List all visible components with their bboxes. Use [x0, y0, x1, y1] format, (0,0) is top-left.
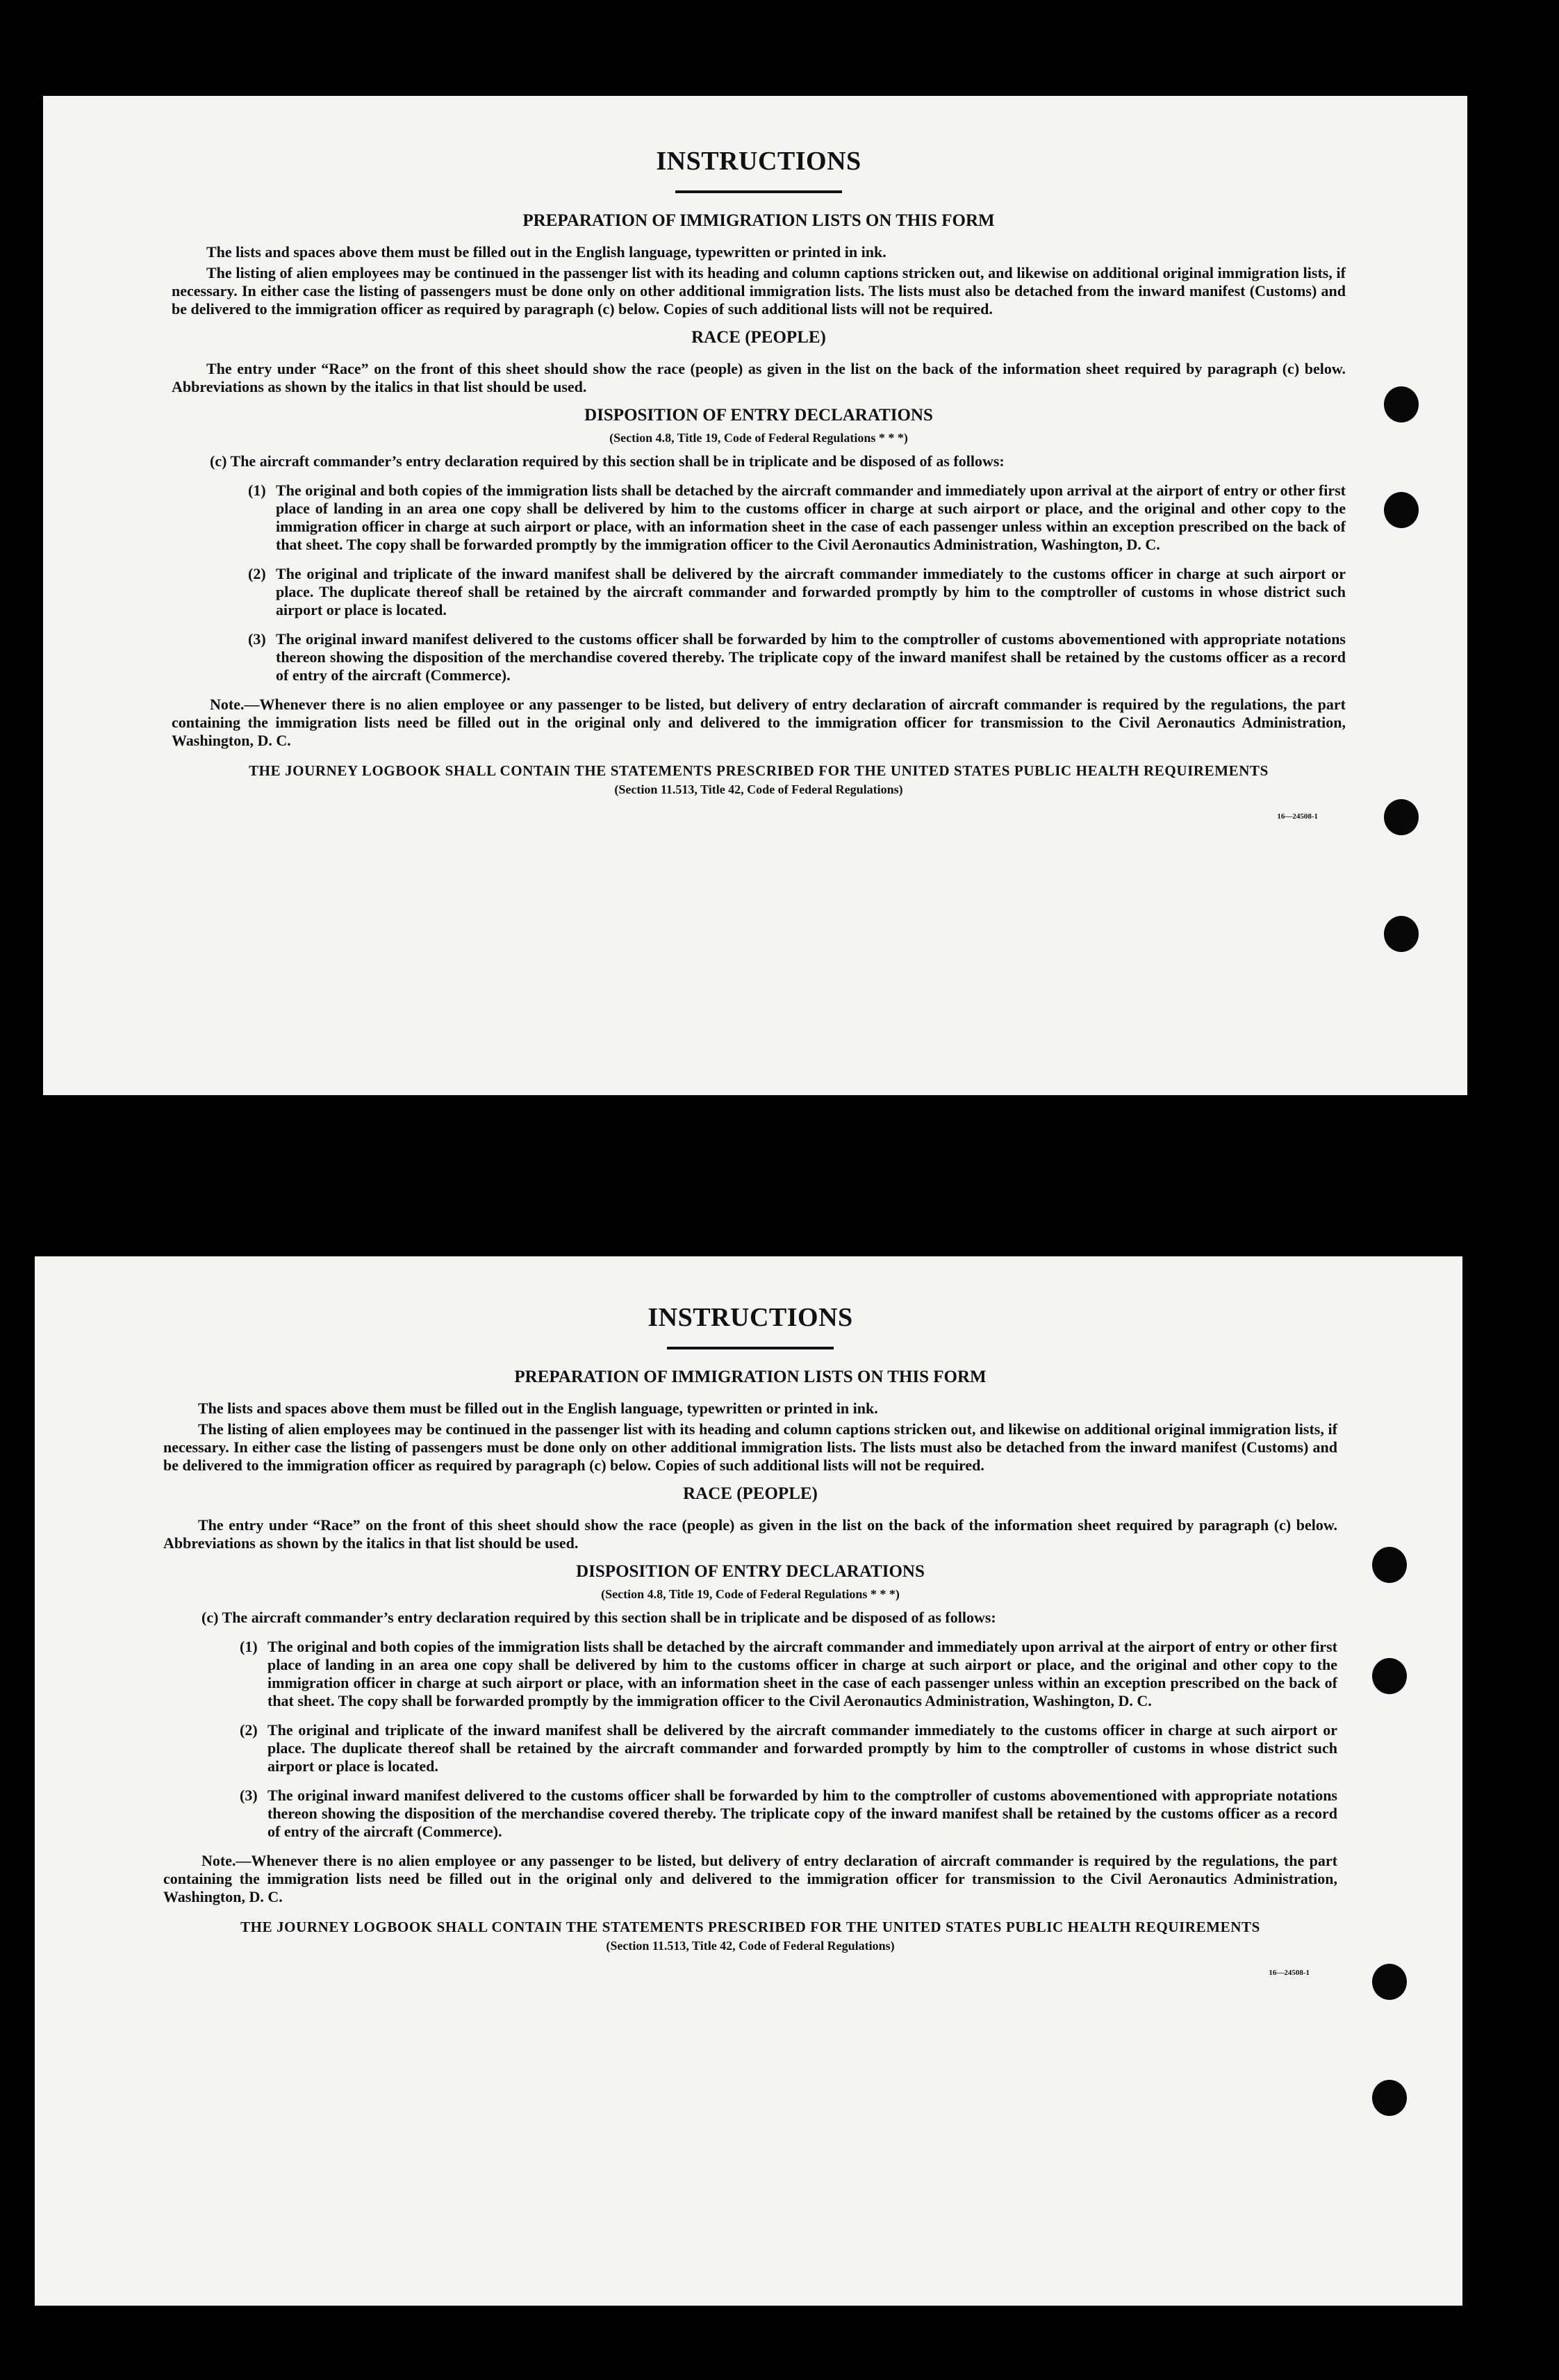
title-underline	[667, 1347, 834, 1349]
list-item	[172, 565, 1346, 619]
punch-hole	[1384, 492, 1419, 528]
title-underline	[675, 190, 842, 193]
list-item	[163, 1721, 1337, 1775]
paragraph-lists-spaces: The lists and spaces above them must be filled out in the English language, typewritten or printed in ink.	[206, 243, 886, 261]
logbook-citation: (Section 11.513, Title 42, Code of Federal Regulations)	[606, 1939, 895, 1953]
instruction-sheet-upper	[43, 96, 1467, 1107]
logbook-requirement: THE JOURNEY LOGBOOK SHALL CONTAIN THE STATEMENTS PRESCRIBED FOR THE UNITED STATES PUBLIC HEALTH REQUIREMENTS	[240, 1919, 1260, 1935]
paragraph-c-lead: (c) The aircraft commander’s entry declaration required by this section shall be in triplicate and be disposed of as follows:	[210, 452, 1005, 470]
list-item	[172, 630, 1346, 684]
section-heading-race: RACE (PEOPLE)	[683, 1484, 818, 1503]
section-heading-race: RACE (PEOPLE)	[691, 328, 826, 347]
logbook-requirement: THE JOURNEY LOGBOOK SHALL CONTAIN THE STATEMENTS PRESCRIBED FOR THE UNITED STATES PUBLIC HEALTH REQUIREMENTS	[249, 762, 1269, 779]
item-text: The original inward manifest delivered to the customs officer shall be forwarded by him to the comptroller of customs abovementioned with appropriate notations thereon showing the disposition of the merchandise covered thereby. The triplicate copy of the inward manifest shall be retained by the customs officer as a record of entry of the aircraft (Commerce).	[267, 1787, 1337, 1840]
list-item	[163, 1787, 1337, 1841]
punch-hole	[1372, 1658, 1407, 1694]
form-number: 16—24508-1	[1269, 1969, 1310, 1977]
item-number: (3)	[240, 1787, 258, 1804]
item-text: The original and triplicate of the inward manifest shall be delivered by the aircraft commander immediately to the customs officer in charge at such airport or place. The duplicate thereof shall be retained by the aircraft commander and forwarded promptly by him to the comptroller of customs in whose district such airport or place is located.	[276, 565, 1346, 618]
item-number: (1)	[248, 482, 266, 499]
sheet-title: INSTRUCTIONS	[647, 1303, 853, 1332]
punch-hole	[1384, 799, 1419, 835]
item-text: The original and both copies of the immigration lists shall be detached by the aircraft commander and immediately upon arrival at the airport of entry or other first place of landing in an area one copy shall be delivered by him to the customs officer in charge at such airport or place, and the original and other copy to the immigration officer in charge at such airport or place, with an information sheet in the case of each passenger unless within an exception prescribed on the back of that sheet. The copy shall be forwarded promptly by the immigration officer to the Civil Aeronautics Administration, Washington, D. C.	[267, 1638, 1337, 1709]
paragraph-lists-spaces: The lists and spaces above them must be filled out in the English language, typewritten or printed in ink.	[198, 1400, 878, 1417]
paragraph-c-lead: (c) The aircraft commander’s entry declaration required by this section shall be in triplicate and be disposed of as follows:	[201, 1609, 996, 1626]
sheet-content	[163, 1302, 1337, 1977]
section-heading-disposition: DISPOSITION OF ENTRY DECLARATIONS	[576, 1562, 925, 1581]
section-citation: (Section 4.8, Title 19, Code of Federal Regulations * * *)	[601, 1587, 900, 1601]
paragraph-race-entry: The entry under “Race” on the front of this sheet should show the race (people) as given in the list on the back of the information sheet required by paragraph (c) below. Abbreviations as shown by the italics in that list should be used.	[172, 360, 1346, 395]
item-text: The original inward manifest delivered to the customs officer shall be forwarded by him to the comptroller of customs abovementioned with appropriate notations thereon showing the disposition of the merchandise covered thereby. The triplicate copy of the inward manifest shall be retained by the customs officer as a record of entry of the aircraft (Commerce).	[276, 630, 1346, 684]
torn-edge	[43, 1095, 1467, 1112]
note-paragraph: Note.—Whenever there is no alien employee or any passenger to be listed, but delivery of entry declaration of aircraft commander is required by the regulations, the part containing the immigration lists need be filled out in the original only and delivered to the immigration officer for transmission to the Civil Aeronautics Administration, Washington, D. C.	[172, 696, 1346, 749]
instruction-sheet-lower	[35, 1256, 1462, 2306]
punch-hole	[1372, 1547, 1407, 1583]
section-heading-disposition: DISPOSITION OF ENTRY DECLARATIONS	[584, 406, 933, 425]
list-item	[172, 482, 1346, 554]
punch-hole	[1384, 386, 1419, 422]
item-number: (2)	[240, 1721, 258, 1739]
item-text: The original and both copies of the immigration lists shall be detached by the aircraft commander and immediately upon arrival at the airport of entry or other first place of landing in an area one copy shall be delivered by him to the customs officer in charge at such airport or place, and the original and other copy to the immigration officer in charge at such airport or place, with an information sheet in the case of each passenger unless within an exception prescribed on the back of that sheet. The copy shall be forwarded promptly by the immigration officer to the Civil Aeronautics Administration, Washington, D. C.	[276, 482, 1346, 553]
punch-hole	[1372, 2080, 1407, 2116]
section-heading-preparation: PREPARATION OF IMMIGRATION LISTS ON THIS FORM	[514, 1368, 987, 1386]
sheet-title: INSTRUCTIONS	[656, 147, 861, 176]
section-citation: (Section 4.8, Title 19, Code of Federal Regulations * * *)	[609, 431, 908, 445]
form-number: 16—24508-1	[1277, 812, 1318, 821]
item-number: (2)	[248, 565, 266, 582]
logbook-citation: (Section 11.513, Title 42, Code of Federal Regulations)	[614, 782, 903, 796]
sheet-content	[172, 146, 1346, 821]
item-text: The original and triplicate of the inward manifest shall be delivered by the aircraft commander immediately to the customs officer in charge at such airport or place. The duplicate thereof shall be retained by the aircraft commander and forwarded promptly by him to the comptroller of customs in whose district such airport or place is located.	[267, 1721, 1337, 1775]
list-item	[163, 1638, 1337, 1710]
paragraph-alien-employees: The listing of alien employees may be continued in the passenger list with its heading and column captions stricken out, and likewise on additional original immigration lists, if necessary. In either case the listing of passengers must be done only on other additional immigration lists. The lists must also be detached from the inward manifest (Customs) and be delivered to the immigration officer as required by paragraph (c) below. Copies of such additional lists will not be required.	[163, 1420, 1337, 1474]
section-heading-preparation: PREPARATION OF IMMIGRATION LISTS ON THIS FORM	[522, 211, 995, 230]
item-number: (1)	[240, 1638, 258, 1655]
item-number: (3)	[248, 630, 266, 648]
paragraph-race-entry: The entry under “Race” on the front of this sheet should show the race (people) as given in the list on the back of the information sheet required by paragraph (c) below. Abbreviations as shown by the italics in that list should be used.	[163, 1516, 1337, 1552]
punch-hole	[1384, 916, 1419, 952]
note-paragraph: Note.—Whenever there is no alien employee or any passenger to be listed, but delivery of entry declaration of aircraft commander is required by the regulations, the part containing the immigration lists need be filled out in the original only and delivered to the immigration officer for transmission to the Civil Aeronautics Administration, Washington, D. C.	[163, 1852, 1337, 1905]
punch-hole	[1372, 1964, 1407, 2000]
paragraph-alien-employees: The listing of alien employees may be continued in the passenger list with its heading and column captions stricken out, and likewise on additional original immigration lists, if necessary. In either case the listing of passengers must be done only on other additional immigration lists. The lists must also be detached from the inward manifest (Customs) and be delivered to the immigration officer as required by paragraph (c) below. Copies of such additional lists will not be required.	[172, 264, 1346, 318]
